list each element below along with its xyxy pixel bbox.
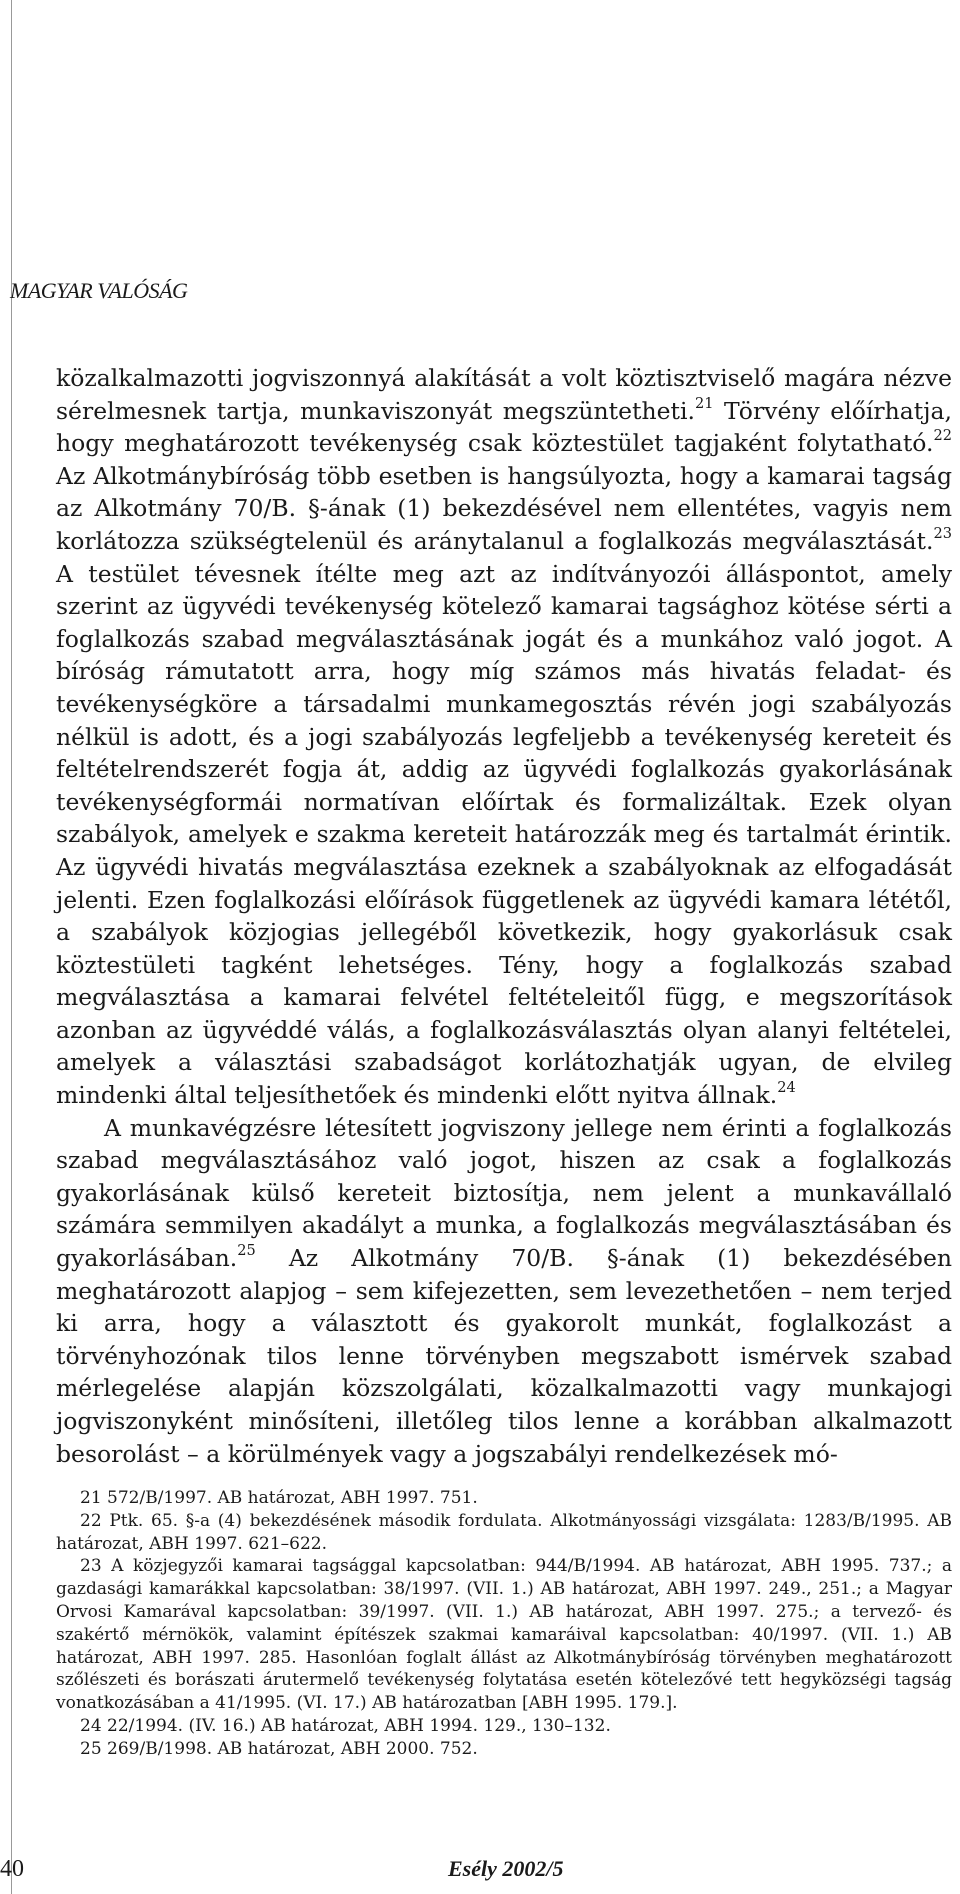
- footnote: 21 572/B/1997. AB határozat, ABH 1997. 751.: [80, 1488, 478, 1508]
- journal-title: Esély 2002/5: [448, 1856, 564, 1881]
- sentence: Törvény előírhatja, hogy meghatározott tevékenység csak köztestület tagjaként folytatható.: [56, 396, 952, 458]
- footnote: 23 A közjegyzői kamarai tagsággal kapcsolatban: 944/B/1994. AB határozat, ABH 1995. 737.; a gazdasági kamarákkal kapcsolatban: 38/1997. (VII. 1.) AB határozat, ABH 1997. 249., 251.; a Magyar Orvosi Kamarával kapcsolatban: 39/1997. (VII. 1.) AB határozat, ABH 1997. 275.; a tervező- és szakértő mérnökök, valamint építészek szakmai kamaráival kapcsolatban: 40/1997. (VII. 1.) AB határozat, ABH 1997. 285. Hasonlóan foglalt állást az Alkotmánybíróság törvényben meghatározott szőlészeti és borászati árutermelő tevékenység folytatása esetén kötelezővé tett hegyközségi tagság vonatkozásában a 41/1995. (VI. 17.) AB határozatban [ABH 1995. 179.].: [56, 1556, 952, 1714]
- sentence: Az Alkotmány 70/B. §-ának (1) bekezdésében meghatározott alapjog – sem kifejezetten, sem levezethetően – nem terjed ki arra, hogy a választott és gyakorolt munkát, foglalkozást a törvényhozónak tilos lenne törvényben megszabott ismérvek szabad mérlegelése alapján közszolgálati, közalkalmazotti vagy munkajogi jogviszonyként minősíteni, illetőleg tilos lenne a korábban alkalmazott besorolást – a körülmények vagy a jogszabályi rendelkezések mó-: [56, 1244, 952, 1468]
- footnote-ref[interactable]: 21: [694, 394, 714, 412]
- paragraph: [56, 1112, 952, 1471]
- sentence: közalkalmazotti jogviszonnyá alakítását a volt köztisztviselő magára nézve sérelmesnek tartja, munkaviszonyát megszüntetheti.: [56, 364, 952, 425]
- footnote-ref[interactable]: 24: [777, 1079, 796, 1097]
- page-number: 40: [0, 1856, 24, 1882]
- footnote-ref[interactable]: 23: [933, 525, 952, 543]
- footnote: 25 269/B/1998. AB határozat, ABH 2000. 752.: [80, 1738, 478, 1759]
- footnote: 24 22/1994. (IV. 16.) AB határozat, ABH 1994. 129., 130–132.: [80, 1715, 611, 1736]
- paragraph: [56, 362, 952, 1112]
- main-text: [56, 362, 952, 1470]
- sentence: A munkavégzésre létesített jogviszony jellege nem érinti a foglalkozás szabad megválasztásához való jogot, hiszen az csak a foglalkozás gyakorlásának külső kereteit biztosítja, nem jelent a munkavállaló számára semmilyen akadályt a munka, a foglalkozás megválasztásában és gyakorlásában.: [56, 1113, 952, 1273]
- sentence: A testület tévesnek ítélte meg azt az indítványozói álláspontot, amely szerint az ügyvédi tevékenység kötelező kamarai tagsághoz kötése sérti a foglalkozás szabad megválasztásának jogát és a munkához való jogot. A bíróság rámutatott arra, hogy míg számos más hivatás feladat- és tevékenységköre a társadalmi munkamegosztás révén jogi szabályozás nélkül is adott, és a jogi szabályozás legfeljebb a tevékenység kereteit és feltételrendszerét fogja át, addig az ügyvédi foglalkozás gyakorlásának tevékenységformái normatívan előírtak és formalizáltak. Ezek olyan szabályok, amelyek e szakma kereteit határozzák meg és tartalmát érintik. Az ügyvédi hivatás megválasztása ezeknek a szabályoknak az elfogadását jelenti. Ezen foglalkozási előírások függetlenek az ügyvédi kamara lététől, a szabályok közjogias jellegéből következik, hogy gyakorlásuk csak köztestületi tagként lehetséges. Tény, hogy a foglalkozás szabad megválasztása a kamarai felvétel feltételeitől függ, e megszorítások azonban az ügyvéddé válás, a foglalkozásválasztás olyan alanyi feltételei, amelyek a választási szabadságot korlátozhatják ugyan, de elvileg mindenki által teljesíthetőek és mindenki előtt nyitva állnak.: [56, 559, 952, 1110]
- footnote: 22 Ptk. 65. §-a (4) bekezdésének második fordulata. Alkotmányossági vizsgálata: 1283/B/1995. AB határozat, ABH 1997. 621–622.: [56, 1510, 952, 1554]
- footnote-ref[interactable]: 22: [933, 427, 952, 445]
- footnote-ref[interactable]: 25: [237, 1242, 256, 1260]
- running-header: MAGYAR VALÓSÁG: [10, 278, 188, 303]
- footnotes: [56, 1487, 952, 1761]
- sentence: Az Alkotmánybíróság több esetben is hangsúlyozta, hogy a kamarai tagság az Alkotmány 70/B. §-ának (1) bekezdésével nem ellentétes, vagyis nem korlátozza szükségtelenül és aránytalanul a foglalkozás megválasztását.: [56, 461, 952, 555]
